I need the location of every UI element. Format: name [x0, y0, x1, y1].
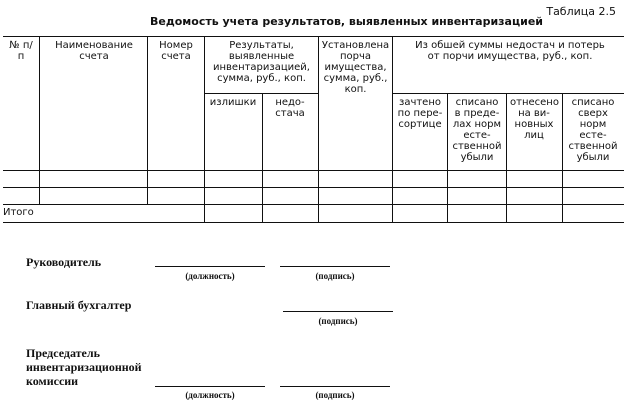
chairman-label: Председатель инвентаризационной комиссии	[26, 346, 142, 388]
chairman-signature-label: (подпись)	[315, 390, 355, 400]
table-number: Таблица 2.5	[546, 5, 616, 18]
document-title: Ведомость учета результатов, выявленных инвентаризацией	[150, 15, 544, 28]
header-culprits: отнесено на ви-новных лиц	[510, 97, 559, 141]
header-surplus: излишки	[209, 97, 257, 108]
chairman-position-label: (должность)	[185, 390, 235, 400]
header-above-norms: списано сверх норм есте-ственной убыли	[568, 97, 618, 163]
head-label: Руководитель	[26, 255, 102, 269]
total-label: Итого	[3, 207, 34, 218]
header-offset: зачтено по пере-сортице	[397, 97, 443, 130]
header-damage: Установлена порча имущества, сумма, руб., коп.	[321, 40, 390, 95]
chief-accountant-signature-label: (подпись)	[318, 316, 358, 326]
head-signature-label: (подпись)	[315, 271, 355, 281]
header-account-number: Номер счета	[159, 40, 193, 62]
chief-accountant-label: Главный бухгалтер	[26, 298, 132, 312]
header-shortage: недо-стача	[275, 97, 305, 119]
head-position-label: (должность)	[185, 271, 235, 281]
header-num: № п/п	[9, 40, 33, 62]
header-account-name: Наименование счета	[55, 40, 133, 62]
header-results: Результаты, выявленные инвентаризацией, сумма, руб., коп.	[212, 40, 310, 84]
header-from-total: Из обшей суммы недостач и потерь от порчи имущества, руб., коп.	[415, 40, 605, 62]
header-within-norms: списано в преде-лах норм есте-ственной убыли	[452, 97, 502, 163]
